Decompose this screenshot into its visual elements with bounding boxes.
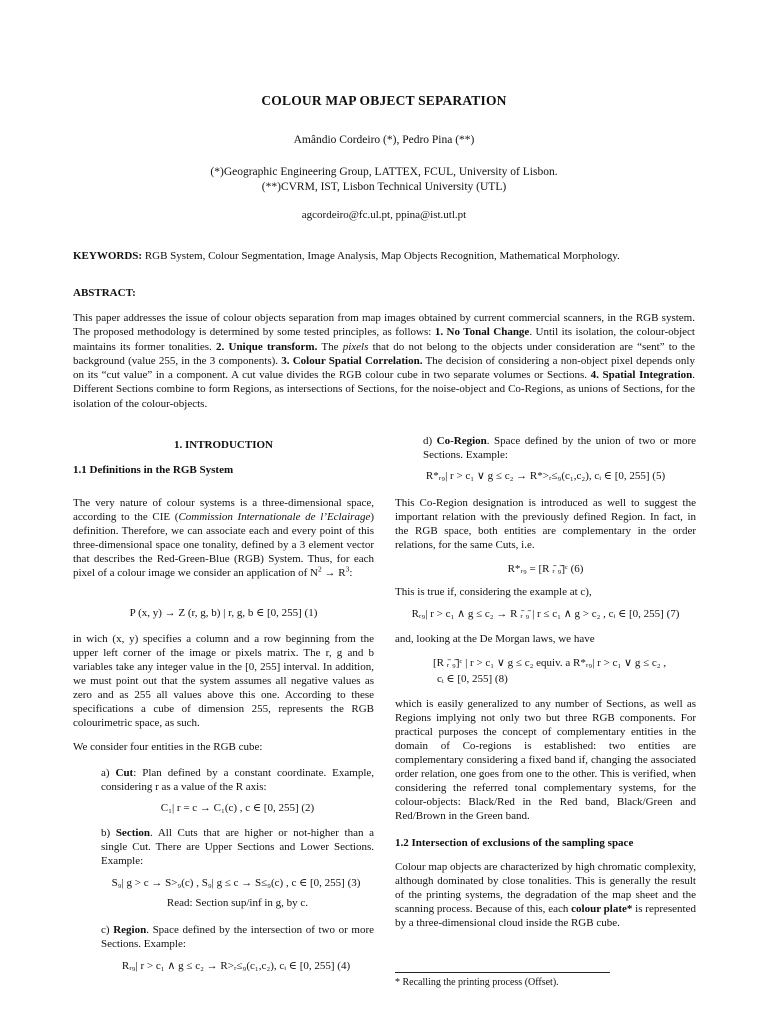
equation-3: S₉| g > c → S>₉(c) , S₉| g ≤ c → S≤₉(c) , c ∈ [0, 255] (3)	[111, 877, 361, 889]
entity-d-co-region: d) Co-Region. Space defined by the union of two or more Sections. Example:	[423, 435, 697, 461]
section-introduction-heading: 1. INTRODUCTION	[173, 439, 273, 451]
abstract-text: This paper addresses the issue of colour objects separation from map images obtained by current commercial scanners, in the RGB system. The proposed methodology is determined by some tested principles, as follows: 1. No Tonal Change. Until its isolation, the colour-object maintains its former tonalities. 2. Unique transform. The pixels that do not belong to the objects under consideration are “sent” to the background (value 255, in the 3 components). 3. Colour Spatial Correlation. The decision of considering a non-object pixel depends only on its “cut value” in a component. A cut value divides the RGB colour cube in two separate volumes or Sections. 4. Spatial Integration. Different Sections combine to form Regions, as intersections of Sections, for the noise-object and Co-Regions, as unions of Sections, for the isolation of the colour-objects.	[73, 312, 696, 410]
entities-intro: We consider four entities in the RGB cube:	[73, 741, 263, 753]
equation-2: C₁| r = c → C₁(c) , c ∈ [0, 255] (2)	[160, 802, 315, 814]
section-1-2-heading: 1.2 Intersection of exclusions of the sampling space	[395, 837, 634, 849]
generalization-paragraph: which is easily generalized to any number of Sections, as well as Regions implying not only two but three RGB components. For practical purposes the concept of complementary entities in the domain of Co-regions is established: two entities are complementary considering a fixed band if, changing the associated order relation, one goes from one to the other. This is verified, when considering the referred tonal complementary systems, for the colour-objects: Black/Red in the Red band, Black/Green and Red/Brown in the Green band.	[395, 698, 696, 822]
section-1-2-paragraph: Colour map objects are characterized by high chromatic complexity, although dominated by close tonalities. This is generally the result of the printing systems, the degradation of the map sheet and the scanning process. Because of this, each colour plate* is represented by a three-dimensional cloud inside the RGB cube.	[395, 861, 696, 929]
equation-7: Rᵣ₉| r > c₁ ∧ g ≤ c₂ → R ᵣ̄ ₉̄ | r ≤ c₁ ∧ g > c₂ , cᵢ ∈ [0, 255] (7)	[411, 608, 680, 620]
abstract-heading: ABSTRACT:	[73, 287, 136, 299]
de-morgan-paragraph: and, looking at the De Morgan laws, we have	[395, 633, 595, 645]
keywords-label: KEYWORDS:	[73, 250, 143, 262]
entity-b-section: b) Section. All Cuts that are higher or not-higher than a single Cut. There are Upper Sections and Lower Sections. Example:	[101, 827, 375, 867]
authors: Amândio Cordeiro (*), Pedro Pina (**)	[293, 134, 475, 146]
footnote: * Recalling the printing process (Offset).	[395, 977, 559, 988]
equation-8-line-2: cᵢ ∈ [0, 255] (8)	[437, 673, 508, 685]
equation-6: R*ᵣ₉ = [R ᵣ̄ ₉̄]ᶜ (6)	[507, 563, 584, 575]
keywords-text: RGB System, Colour Segmentation, Image Analysis, Map Objects Recognition, Mathematical Morphology.	[142, 250, 620, 262]
footnote-rule	[395, 972, 610, 973]
true-if-paragraph: This is true if, considering the example at c),	[395, 586, 592, 598]
co-region-paragraph: This Co-Region designation is introduced as well to suggest the important relation with the previously defined Region. In fact, in the RGB space, both entities are complementary in the order relations, for the same Cuts, i.e.	[395, 497, 696, 551]
intro-paragraph-1: The very nature of colour systems is a three-dimensional space, according to the CIE (Commission Internationale de l’Eclairage) definition. Therefore, we can associate each and every point of this three-dimensional space one tonality, defined by a 3 element vector that describes the Red-Green-Blue (RGB) System. Thus, for each pixel of a colour image we consider an application of $N^2 \to R^3$:	[73, 497, 374, 579]
author-emails: agcordeiro@fc.ul.pt, ppina@ist.utl.pt	[301, 209, 467, 221]
affiliation-2: (**)CVRM, IST, Lisbon Technical University (UTL)	[261, 181, 507, 193]
equation-8-line-1: [R ᵣ̄ ₉̄]ᶜ | r > c₁ ∨ g ≤ c₂ equiv. a R*ᵣ₉| r > c₁ ∨ g ≤ c₂ ,	[433, 657, 667, 669]
entity-c-region: c) Region. Space defined by the intersection of two or more Sections. Example:	[101, 924, 375, 950]
equation-4: Rᵣ₉| r > c₁ ∧ g ≤ c₂ → R>ᵣ≤₉(c₁,c₂), cᵢ ∈ [0, 255] (4)	[121, 960, 351, 972]
affiliation-1: (*)Geographic Engineering Group, LATTEX, FCUL, University of Lisbon.	[210, 166, 558, 178]
entity-a-cut: a) Cut: Plan defined by a constant coordinate. Example, considering r as a value of the R axis:	[101, 767, 375, 793]
intro-paragraph-2: in wich (x, y) specifies a column and a row beginning from the upper left corner of the image or pixels matrix. The r, g and b variables take any integer value in the [0, 255] interval. In addition, we must point out that the system assumes all negative values as zero and as 255 all values above this one. According to these specifications a cube of dimension 255, represents the RGB colourimetric space, as such.	[73, 633, 374, 729]
equation-3-reading: Read: Section sup/inf in g, by c.	[166, 897, 309, 909]
keywords	[73, 250, 713, 262]
paper-title: COLOUR MAP OBJECT SEPARATION	[261, 93, 507, 108]
equation-5: R*ᵣ₉| r > c₁ ∨ g ≤ c₂ → R*>ᵣ≤₉(c₁,c₂), cᵢ ∈ [0, 255] (5)	[425, 470, 666, 482]
equation-1: P (x, y) → Z (r, g, b) | r, g, b ∈ [0, 255] (1)	[129, 607, 318, 619]
section-1-1-heading: 1.1 Definitions in the RGB System	[73, 464, 234, 476]
